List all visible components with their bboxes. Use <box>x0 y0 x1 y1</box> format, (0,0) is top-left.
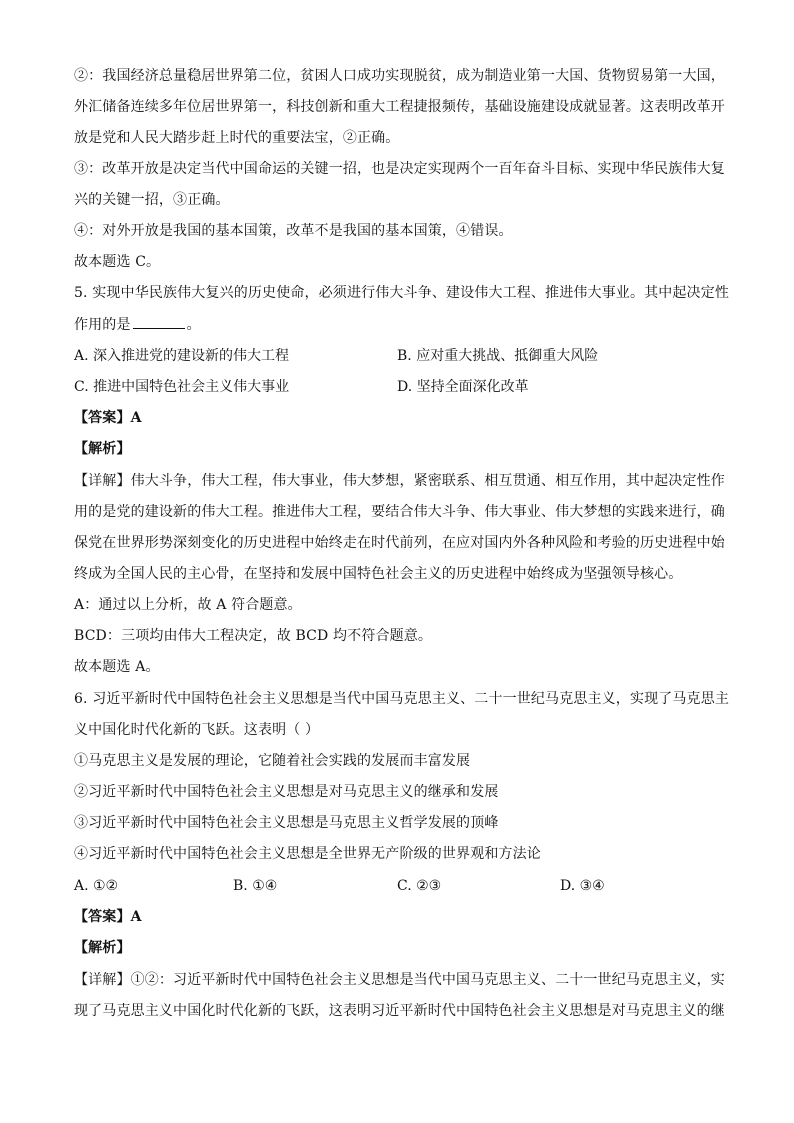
q6-option-d: D. ③④ <box>560 878 605 894</box>
text-line: 兴的关键一招，③正确。 <box>74 192 230 208</box>
text-line: ④：对外开放是我国的基本国策，改革不是我国的基本国策，④错误。 <box>74 223 513 239</box>
q6-statement: ②习近平新时代中国特色社会主义思想是对马克思主义的继承和发展 <box>74 784 499 800</box>
q5-option-c: C. 推进中国特色社会主义伟大事业 <box>74 379 290 395</box>
q5-option-b: B. 应对重大挑战、抵御重大风险 <box>397 348 599 364</box>
q5-detail-line: 【详解】伟大斗争，伟大工程，伟大事业，伟大梦想，紧密联系、相互贯通、相互作用，其中起决定性作 <box>74 473 725 489</box>
q5-detail-line: A：通过以上分析，故 A 符合题意。 <box>74 597 302 613</box>
q5-detail-line: 故本题选 A。 <box>74 659 160 675</box>
q6-detail-line: 现了马克思主义中国化时代化新的飞跃，这表明习近平新时代中国特色社会主义思想是对马克思主义的继 <box>74 1003 725 1019</box>
text-line: 放是党和人民大踏步赶上时代的重要法宝，②正确。 <box>74 130 400 146</box>
text-line: ②：我国经济总量稳居世界第二位，贫困人口成功实现脱贫，成为制造业第一大国、货物贸易第一大国， <box>74 68 725 84</box>
q5-detail-line: BCD：三项均由伟大工程决定，故 BCD 均不符合题意。 <box>74 628 433 644</box>
q5-stem-after-blank: 。 <box>186 317 201 333</box>
q6-stem: 6. 习近平新时代中国特色社会主义思想是当代中国马克思主义、二十一世纪马克思主义，实现了马克思主 <box>74 691 730 707</box>
q5-stem-before-blank: 作用的是 <box>74 317 131 333</box>
q5-detail-line: 保党在世界形势深刻变化的历史进程中始终走在时代前列，在应对国内外各种风险和考验的历史进程中始 <box>74 535 725 551</box>
answer-blank <box>133 314 185 329</box>
q6-option-c: C. ②③ <box>397 878 442 894</box>
q6-statement: ③习近平新时代中国特色社会主义思想是马克思主义哲学发展的顶峰 <box>74 815 499 831</box>
q6-option-a: A. ①② <box>74 878 119 894</box>
q5-detail-line: 终成为全国人民的主心骨，在坚持和发展中国特色社会主义的历史进程中始终成为坚强领导核心。 <box>74 566 683 582</box>
q5-detail-line: 用的是党的建设新的伟大工程。推进伟大工程，要结合伟大斗争、伟大事业、伟大梦想的实践来进行，确 <box>74 504 725 520</box>
q6-detail-line: 【详解】①②：习近平新时代中国特色社会主义思想是当代中国马克思主义、二十一世纪马克思主义，实 <box>74 972 725 988</box>
text-line: 故本题选 C。 <box>74 254 161 270</box>
q6-option-b: B. ①④ <box>233 878 278 894</box>
q5-option-d: D. 坚持全面深化改革 <box>397 379 529 395</box>
q6-statement: ①马克思主义是发展的理论，它随着社会实践的发展而丰富发展 <box>74 753 471 769</box>
q5-stem-cont <box>74 314 724 334</box>
q6-answer: 【答案】A <box>74 909 142 925</box>
q5-answer: 【答案】A <box>74 410 142 426</box>
q5-analysis-label: 【解析】 <box>74 441 131 457</box>
q6-stem-cont: 义中国化时代化新的飞跃。这表明（ ） <box>74 722 320 738</box>
q5-option-a: A. 深入推进党的建设新的伟大工程 <box>74 348 290 364</box>
q6-statement: ④习近平新时代中国特色社会主义思想是全世界无产阶级的世界观和方法论 <box>74 846 541 862</box>
q5-stem: 5. 实现中华民族伟大复兴的历史使命，必须进行伟大斗争、建设伟大工程、推进伟大事业。其中起决定性 <box>74 285 730 301</box>
q6-analysis-label: 【解析】 <box>74 940 131 956</box>
text-line: 外汇储备连续多年位居世界第一，科技创新和重大工程捷报频传，基础设施建设成就显著。这表明改革开 <box>74 99 725 115</box>
text-line: ③：改革开放是决定当代中国命运的关键一招，也是决定实现两个一百年奋斗目标、实现中华民族伟大复 <box>74 161 725 177</box>
